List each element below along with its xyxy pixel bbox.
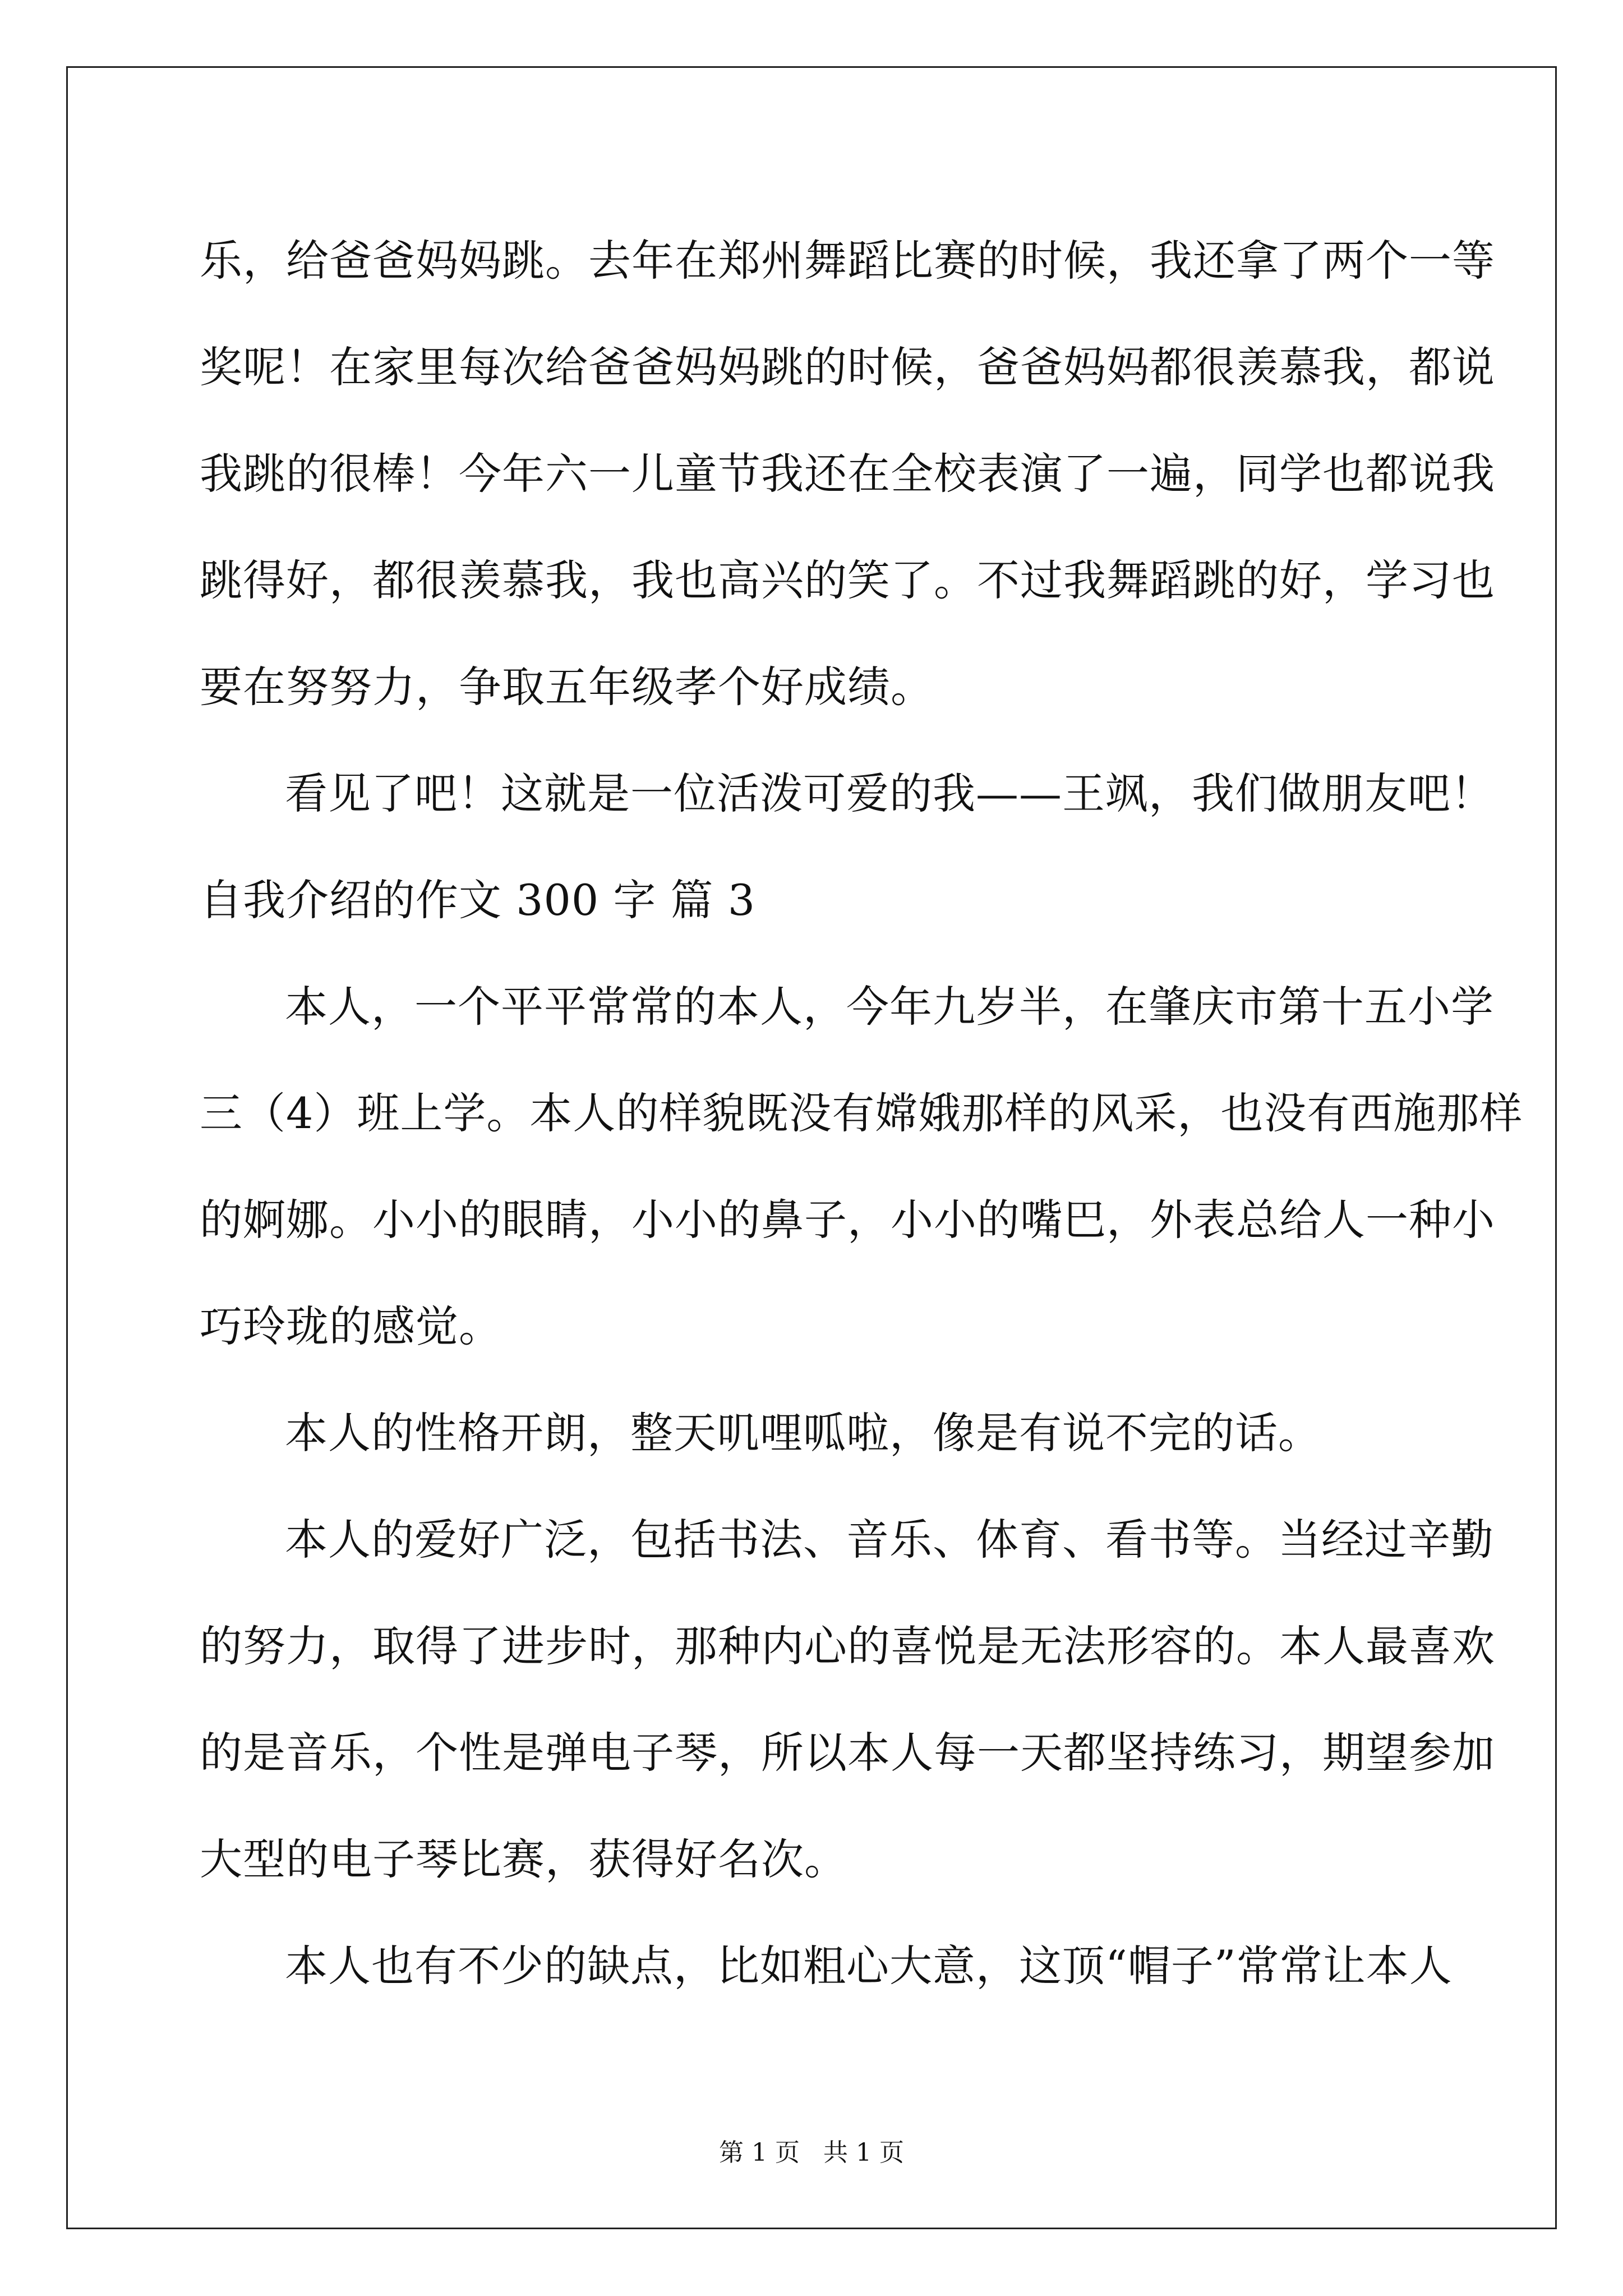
text-line-9: 三（4）班上学。本人的样貌既没有嫦娥那样的风采，也没有西施那样 [200,1088,1523,1138]
text-line-17: 本人也有不少的缺点，比如粗心大意，这顶“帽子”常常让本人 [285,1941,1453,1991]
text-line-8: 本人，一个平平常常的本人，今年九岁半，在肇庆市第十五小学 [285,982,1494,1032]
text-line-2: 奖呢！在家里每次给爸爸妈妈跳的时候，爸爸妈妈都很羡慕我，都说 [200,342,1495,392]
text-line-5: 要在努努力，争取五年级孝个好成绩。 [200,662,934,712]
text-line-6: 看见了吧！这就是一位活泼可爱的我——王飒，我们做朋友吧！ [285,769,1494,818]
text-line-15: 的是音乐，个性是弹电子琴，所以本人每一天都坚持练习，期望参加 [200,1728,1495,1778]
text-line-11: 巧玲珑的感觉。 [200,1301,502,1351]
text-line-16: 大型的电子琴比赛，获得好名次。 [200,1834,847,1884]
text-line-12: 本人的性格开朗，整天叽哩呱啦，像是有说不完的话。 [285,1408,1321,1458]
text-line-3: 我跳的很棒！今年六一儿童节我还在全校表演了一遍，同学也都说我 [200,449,1495,499]
page-footer: 第 1 页 共 1 页 [719,2138,904,2167]
text-line-1: 乐，给爸爸妈妈跳。去年在郑州舞蹈比赛的时候，我还拿了两个一等 [200,236,1495,286]
section-heading: 自我介绍的作文 300 字 篇 3 [200,875,756,925]
text-line-14: 的努力，取得了进步时，那种内心的喜悦是无法形容的。本人最喜欢 [200,1621,1495,1671]
document-body [200,208,1523,2019]
text-line-10: 的婀娜。小小的眼睛，小小的鼻子，小小的嘴巴，外表总给人一种小 [200,1195,1495,1245]
text-line-4: 跳得好，都很羡慕我，我也高兴的笑了。不过我舞蹈跳的好，学习也 [200,555,1495,605]
text-line-13: 本人的爱好广泛，包括书法、音乐、体育、看书等。当经过辛勤 [285,1515,1494,1565]
